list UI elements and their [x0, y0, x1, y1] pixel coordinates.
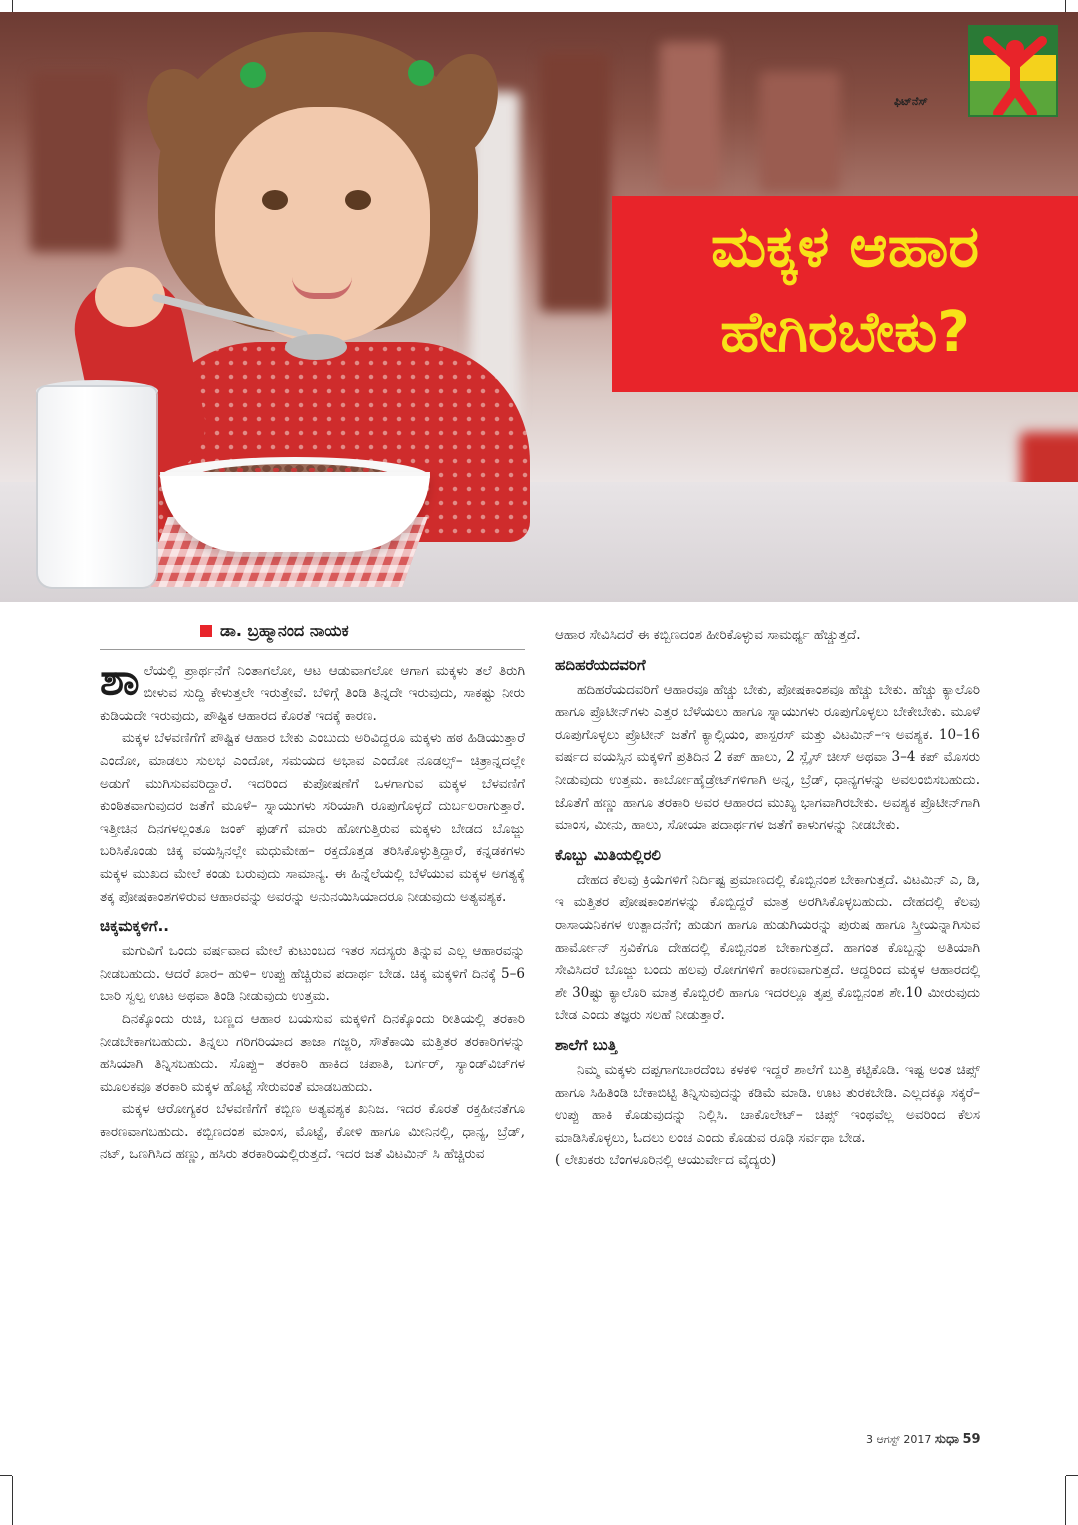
- paragraph: ದೇಹದ ಕೆಲವು ಕ್ರಿಯೆಗಳಿಗೆ ನಿರ್ದಿಷ್ಟ ಪ್ರಮಾಣದಲ್ಲಿ ಕೊಬ್ಬಿನಂಶ ಬೇಕಾಗುತ್ತದೆ. ವಿಟಮಿನ್ ಎ, ಡಿ, ಇ ಮತ್ತಿತರ ಪೋಷಕಾಂಶಗಳನ್ನು ಕೊಬ್ಬಿದ್ದರೆ ಮಾತ್ರ ಅರಗಿಸಿಕೊಳ್ಳಬಹುದು. ದೇಹದಲ್ಲಿ ಕೆಲವು ರಾಸಾಯನಿಕಗಳ ಉತ್ಪಾದನೆಗೆ; ಹುಡುಗ ಹಾಗೂ ಹುಡುಗಿಯರನ್ನು ಪುರುಷ ಹಾಗೂ ಸ್ತ್ರೀಯನ್ನಾಗಿಸುವ ಹಾರ್ಮೋನ್ ಸ್ರವಿಕೆಗೂ ದೇಹದಲ್ಲಿ ಕೊಬ್ಬಿನಂಶ ಬೇಕಾಗುತ್ತದೆ. ಹಾಗಂತ ಕೊಬ್ಬನ್ನು ಅತಿಯಾಗಿ ಸೇವಿಸಿದರೆ ಬೊಜ್ಜು ಬಂದು ಹಲವು ರೋಗಗಳಿಗೆ ಕಾರಣವಾಗುತ್ತದೆ. ಆದ್ದರಿಂದ ಮಕ್ಕಳ ಆಹಾರದಲ್ಲಿ ಶೇ 30ಷ್ಟು ಕ್ಯಾಲೊರಿ ಮಾತ್ರ ಕೊಬ್ಬಿರಲಿ ಹಾಗೂ ಇದರಲ್ಲೂ ತೃಪ್ತ ಕೊಬ್ಬಿನಂಶ ಶೇ.10 ಮೀರುವುದು ಬೇಡ ಎಂದು ತಜ್ಞರು ಸಲಹೆ ನೀಡುತ್ತಾರೆ.: [555, 871, 980, 1024]
- girl-face: [215, 107, 430, 342]
- crop-mark: [1066, 1475, 1078, 1476]
- eye: [262, 190, 288, 210]
- section-label: ಫಿಟ್‌ನೆಸ್: [894, 95, 928, 108]
- issue-date: 3 ಆಗಸ್ಟ್ 2017: [866, 1433, 932, 1446]
- hair-band: [240, 62, 266, 88]
- page-number: 59: [962, 1432, 981, 1447]
- eye: [345, 190, 371, 210]
- crop-mark: [1065, 0, 1066, 12]
- intro-text: ಲೆಯಲ್ಲಿ ಪ್ರಾರ್ಥನೆಗೆ ನಿಂತಾಗಲೋ, ಆಟ ಆಡುವಾಗಲೋ ಆಗಾಗ ಮಕ್ಕಳು ತಲೆ ತಿರುಗಿ ಬೀಳುವ ಸುದ್ದಿ ಕೇಳುತ್ತಲೇ ಇರುತ್ತೇವೆ. ಬೆಳಿಗ್ಗೆ ತಿಂಡಿ ತಿನ್ನದೇ ಇರುವುದು, ಸಾಕಷ್ಟು ನೀರು ಕುಡಿಯದೇ ಇರುವುದು, ಪೌಷ್ಟಿಕ ಆಹಾರದ ಕೊರತೆ ಇದಕ್ಕೆ ಕಾರಣ.: [100, 662, 525, 724]
- cereal-bowl: [160, 472, 430, 552]
- article-column-left: [100, 620, 525, 1166]
- paragraph: ದಿನಕ್ಕೊಂದು ರುಚಿ, ಬಣ್ಣದ ಆಹಾರ ಬಯಸುವ ಮಕ್ಕಳಿಗೆ ದಿನಕ್ಕೊಂದು ರೀತಿಯಲ್ಲಿ ತರಕಾರಿ ನೀಡಬೇಕಾಗಬಹುದು. ತಿನ್ನಲು ಗರಿಗರಿಯಾದ ತಾಜಾ ಗಜ್ಜರಿ, ಸೌತೆಕಾಯಿ ಮತ್ತಿತರ ತರಕಾರಿಗಳನ್ನು ಹಸಿಯಾಗಿ ತಿನ್ನಿಸಬಹುದು. ಸೊಪ್ಪು– ತರಕಾರಿ ಹಾಕಿದ ಚಪಾತಿ, ಬರ್ಗರ್, ಸ್ಯಾಂಡ್‌ವಿಚ್‌ಗಳ ಮೂಲಕವೂ ತರಕಾರಿ ಮಕ್ಕಳ ಹೊಟ್ಟೆ ಸೇರುವಂತೆ ಮಾಡಬಹುದು.: [100, 1010, 525, 1095]
- subheading: ಚಿಕ್ಕಮಕ್ಕಳಿಗೆ..: [100, 917, 169, 936]
- page-footer: [866, 1432, 981, 1447]
- magazine-name: ಸುಧಾ: [934, 1432, 959, 1447]
- subheading: ಕೊಬ್ಬು ಮಿತಿಯಲ್ಲಿರಲಿ: [555, 845, 661, 864]
- paragraph: ಹದಿಹರೆಯದವರಿಗೆ ಆಹಾರವೂ ಹೆಚ್ಚು ಬೇಕು, ಪೋಷಕಾಂಶವೂ ಹೆಚ್ಚು ಬೇಕು. ಹೆಚ್ಚು ಕ್ಯಾಲೊರಿ ಹಾಗೂ ಪ್ರೊಟೀನ್‌ಗಳು ಎತ್ತರ ಬೆಳೆಯಲು ಹಾಗೂ ಸ್ನಾಯುಗಳು ರೂಪುಗೊಳ್ಳಲು ಬೇಕೇಬೇಕು. ಮೂಳೆ ರೂಪುಗೊಳ್ಳಲು ಪ್ರೊಟೀನ್ ಜತೆಗೆ ಕ್ಯಾಲ್ಸಿಯಂ, ಪಾಸ್ಪರಸ್ ಮತ್ತು ವಿಟಮಿನ್–ಇ ಅವಶ್ಯಕ. 10–16 ವರ್ಷದ ವಯಸ್ಸಿನ ಮಕ್ಕಳಿಗೆ ಪ್ರತಿದಿನ 2 ಕಪ್ ಹಾಲು, 2 ಸ್ಲೈಸ್ ಚೀಸ್ ಅಥವಾ 3–4 ಕಪ್ ಮೊಸರು ನೀಡುವುದು ಉತ್ತಮ. ಕಾರ್ಬೋಹೈಡ್ರೇಟ್‌ಗಳಿಗಾಗಿ ಅನ್ನ, ಬ್ರೆಡ್, ಧಾನ್ಯಗಳನ್ನು ಅವಲಂಬಿಸಬಹುದು. ಜೊತೆಗೆ ಹಣ್ಣು ಹಾಗೂ ತರಕಾರಿ ಅವರ ಆಹಾರದ ಮುಖ್ಯ ಭಾಗವಾಗಿರಬೇಕು. ಅವಶ್ಯಕ ಪ್ರೊಟೀನ್‌ಗಾಗಿ ಮಾಂಸ, ಮೀನು, ಹಾಲು, ಸೋಯಾ ಪದಾರ್ಥಗಳ ಜತೆಗೆ ಕಾಳುಗಳನ್ನು ನೀಡಬೇಕು.: [555, 681, 980, 834]
- milk-glass: [38, 387, 156, 587]
- subheading: ಶಾಲೆಗೆ ಬುತ್ತಿ: [555, 1035, 617, 1054]
- subheading: ಹದಿಹರೆಯದವರಿಗೆ: [555, 655, 646, 674]
- spoon-head: [285, 334, 347, 360]
- paragraph: ನಿಮ್ಮ ಮಕ್ಕಳು ದಪ್ಪಗಾಗಬಾರದೆಂಬ ಕಳಕಳಿ ಇದ್ದರೆ ಶಾಲೆಗೆ ಬುತ್ತಿ ಕಟ್ಟಿಕೊಡಿ. ಇಷ್ಟ ಅಂತ ಚಿಪ್ಸ್ ಹಾಗೂ ಸಿಹಿತಿಂಡಿ ಬೇಕಾಬಿಟ್ಟಿ ತಿನ್ನಿಸುವುದನ್ನು ಕಡಿಮೆ ಮಾಡಿ. ಊಟ ತುರಕಬೇಡಿ. ಎಲ್ಲದಕ್ಕೂ ಸಕ್ಕರೆ– ಉಪ್ಪು ಹಾಕಿ ಕೊಡುವುದನ್ನು ನಿಲ್ಲಿಸಿ. ಚಾಕೊಲೇಟ್– ಚಿಪ್ಸ್ ಇಂಥವೆಲ್ಲ ಅವರಿಂದ ಕೆಲಸ ಮಾಡಿಸಿಕೊಳ್ಳಲು, ಓದಲು ಲಂಚ ಎಂದು ಕೊಡುವ ರೂಢಿ ಸರ್ವಥಾ ಬೇಡ.: [555, 1061, 980, 1146]
- title-box: [612, 196, 1078, 392]
- figure-icon: [970, 27, 1058, 117]
- paragraph: ಮಕ್ಕಳ ಆರೋಗ್ಯಕರ ಬೆಳವಣಿಗೆಗೆ ಕಬ್ಬಿಣ ಅತ್ಯವಶ್ಯಕ ಖನಿಜ. ಇದರ ಕೊರತೆ ರಕ್ತಹೀನತೆಗೂ ಕಾರಣವಾಗಬಹುದು. ಕಬ್ಬಿಣದಂಶ ಮಾಂಸ, ಮೊಟ್ಟೆ, ಕೋಳಿ ಹಾಗೂ ಮೀನಿನಲ್ಲಿ, ಧಾನ್ಯ, ಬ್ರೆಡ್, ನಟ್, ಒಣಗಿಸಿದ ಹಣ್ಣು, ಹಸಿರು ತರಕಾರಿಯಲ್ಲಿರುತ್ತದೆ. ಇದರ ಜತೆ ವಿಟಮಿನ್ ಸಿ ಹೆಚ್ಚಿರುವ: [100, 1101, 525, 1163]
- drop-cap: ಶಾ: [100, 653, 140, 705]
- bullet-square-icon: [200, 625, 212, 637]
- author-name: ಡಾ. ಬ್ರಹ್ಮಾನಂದ ನಾಯಕ: [220, 621, 349, 640]
- crop-mark: [1065, 1476, 1066, 1525]
- paragraph: ಮಕ್ಕಳ ಬೆಳವಣಿಗೆಗೆ ಪೌಷ್ಟಿಕ ಆಹಾರ ಬೇಕು ಎಂಬುದು ಅರಿವಿದ್ದರೂ ಮಕ್ಕಳು ಹಠ ಹಿಡಿಯುತ್ತಾರೆ ಎಂದೋ, ಮಾಡಲು ಸುಲಭ ಎಂದೋ, ಸಮಯದ ಅಭಾವ ಎಂದೋ ನೂಡಲ್ಸ್– ಚಿತ್ರಾನ್ನದಲ್ಲೇ ಅಡುಗೆ ಮುಗಿಸುವವರಿದ್ದಾರೆ. ಇದರಿಂದ ಕುಪೋಷಣೆಗೆ ಒಳಗಾಗುವ ಮಕ್ಕಳ ಬೆಳವಣಿಗೆ ಕುಂಠಿತವಾಗುವುದರ ಜತೆಗೆ ಮೂಳೆ– ಸ್ನಾಯುಗಳು ಸರಿಯಾಗಿ ರೂಪುಗೊಳ್ಳದೆ ದುರ್ಬಲರಾಗುತ್ತಾರೆ. ಇತ್ತೀಚಿನ ದಿನಗಳಲ್ಲಂತೂ ಜಂಕ್ ಫುಡ್‌ಗೆ ಮಾರು ಹೋಗುತ್ತಿರುವ ಮಕ್ಕಳು ಬೇಡದ ಬೊಜ್ಜು ಬರಿಸಿಕೊಂಡು ಚಿಕ್ಕ ವಯಸ್ಸಿನಲ್ಲೇ ಮಧುಮೇಹ– ರಕ್ತದೊತ್ತಡ ತರಿಸಿಕೊಳ್ಳುತ್ತಿದ್ದಾರೆ, ಕನ್ನಡಕಗಳು ಮಕ್ಕಳ ಮುಖದ ಮೇಲೆ ಕಂಡು ಬರುವುದು ಸಾಮಾನ್ಯ. ಈ ಹಿನ್ನೆಲೆಯಲ್ಲಿ ಬೆಳೆಯುವ ಮಕ್ಕಳ ಅಗತ್ಯಕ್ಕೆ ತಕ್ಕ ಪೋಷಕಾಂಶಗಳಿರುವ ಆಹಾರವನ್ನು ಅವರನ್ನು ಅನುನಯಿಸಿಯಾದರೂ ನೀಡುವುದು ಅತ್ಯವಶ್ಯಕ.: [100, 730, 525, 905]
- paragraph: ಆಹಾರ ಸೇವಿಸಿದರೆ ಈ ಕಬ್ಬಿಣದಂಶ ಹೀರಿಕೊಳ್ಳುವ ಸಾಮರ್ಥ್ಯ ಹೆಚ್ಚುತ್ತದೆ.: [555, 627, 861, 643]
- fitness-logo: [968, 25, 1058, 117]
- title-line-1: ಮಕ್ಕಳ ಆಹಾರ: [710, 212, 980, 280]
- crop-mark: [12, 1476, 13, 1525]
- byline: [100, 620, 525, 650]
- author-credit: ( ಲೇಖಕರು ಬೆಂಗಳೂರಿನಲ್ಲಿ ಆಯುರ್ವೇದ ವೈದ್ಯರು): [555, 1152, 777, 1169]
- title-line-2: ಹೇಗಿರಬೇಕು?: [720, 300, 970, 365]
- intro-paragraph: [100, 653, 525, 728]
- hair-band: [408, 60, 434, 86]
- article-column-right: [555, 624, 980, 1172]
- crop-mark: [0, 1475, 12, 1476]
- paragraph: ಮಗುವಿಗೆ ಒಂದು ವರ್ಷವಾದ ಮೇಲೆ ಕುಟುಂಬದ ಇತರ ಸದಸ್ಯರು ತಿನ್ನುವ ಎಲ್ಲ ಆಹಾರವನ್ನು ನೀಡಬಹುದು. ಆದರೆ ಖಾರ– ಹುಳಿ– ಉಪ್ಪು ಹೆಚ್ಚಿರುವ ಪದಾರ್ಥ ಬೇಡ. ಚಿಕ್ಕ ಮಕ್ಕಳಿಗೆ ದಿನಕ್ಕೆ 5–6 ಬಾರಿ ಸ್ವಲ್ಪ ಊಟ ಅಥವಾ ತಿಂಡಿ ನೀಡುವುದು ಉತ್ತಮ.: [100, 943, 525, 1005]
- crop-mark: [12, 0, 13, 12]
